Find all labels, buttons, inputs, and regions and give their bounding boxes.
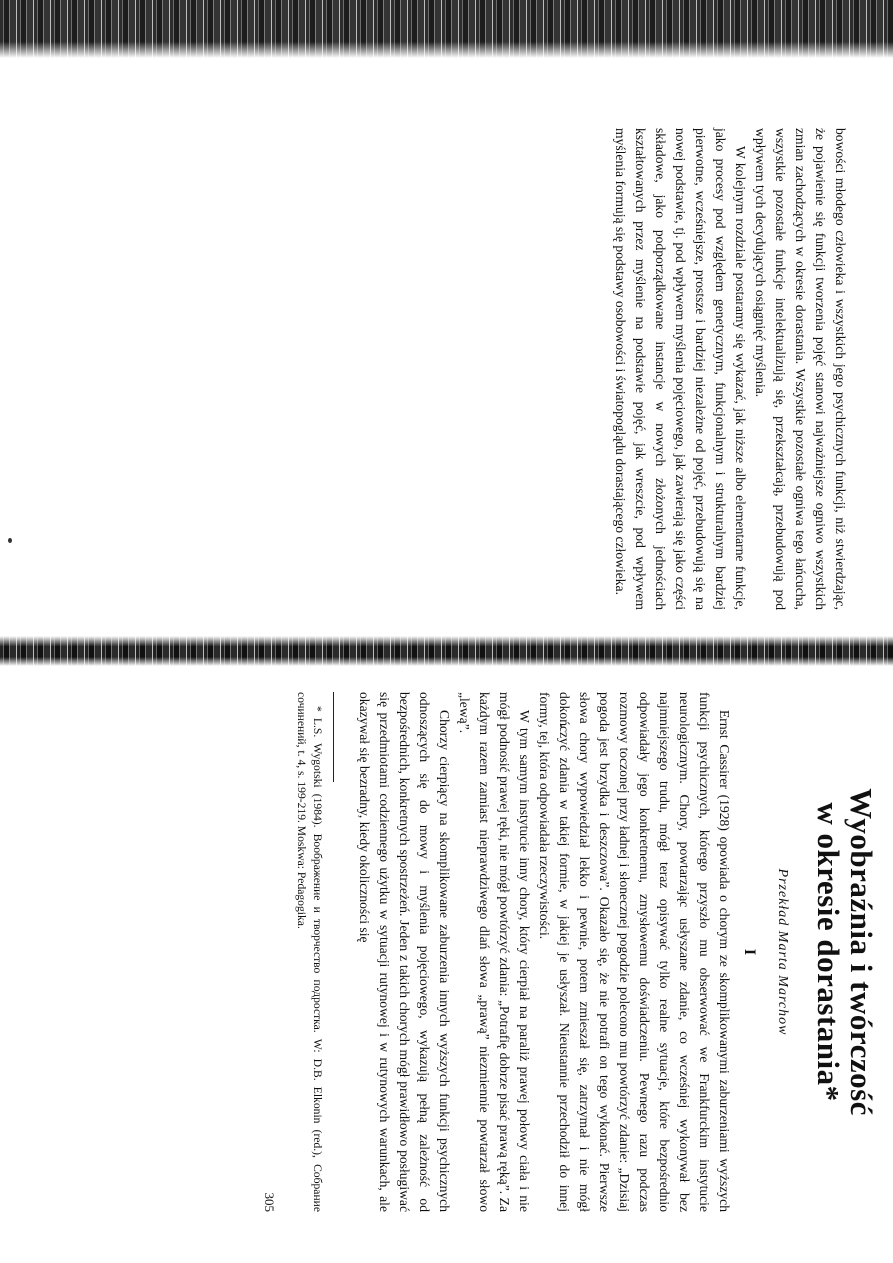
article-page — [261, 692, 878, 1212]
scan-speck — [8, 538, 12, 543]
footnote: * L.S. Wygotski (1984). Воображение и творчество подростка. W: D.B. Elkonin (red.), Собрание сочинений, t. 4, s. 199-219. Moskwa: Pedagogika. — [295, 692, 324, 1212]
section-number: I — [741, 948, 758, 956]
footnote-divider — [333, 692, 334, 782]
previous-paragraph: bowości młodego człowieka i wszystkich jego psychicznych funkcji, niż stwierdzając, że pojawienie się funkcji tworzenia pojęć stanowi najważniejsze ogniwo wszystkich zmian zachodzących w okresie dorastania. Wszystkie pozostałe ogniwa tego łańcucha, wszystkie pozostałe funkcje intelektualizują się, przekształcają, przebudowują pod wpływem tych decydujących osiągnięć myślenia. — [753, 128, 848, 610]
translator-credit: Przekład Marta Marchow — [775, 868, 790, 1036]
article-paragraph: W tym samym instytucie inny chory, który cierpiał na paraliż prawej połowy ciała i nie mógł podnosić prawej ręki, nie mógł powtórzyć zdania: „Potrafię dobrze pisać prawą ręką”. Za każdym razem zamiast nieprawdziwego dlań słowa „prawą” niezmiennie powtarzał słowo „lewą”. — [457, 692, 532, 1212]
article-title-line: Wyobraźnia i twórczość — [844, 788, 879, 1116]
scan-edge-top — [0, 0, 893, 58]
article-paragraph: Ernst Cassirer (1928) opowiada o chorym ze skomplikowanymi zaburzeniami wyższych funkcji psychicznych, którego przyszło mu obserwować we Frankfurckim instytucie neurologicznym. Chory, powtarzając usłyszane zdanie, co wcześniej wykonywał bez najmniejszego trudu, mógł teraz opisywać tylko realne sytuacje, które bezpośrednio odpowiadały jego konkretnemu, zmysłowemu doświadczeniu. Pewnego razu podczas rozmowy toczonej przy ładnej i słonecznej pogodzie polecono mu powtórzyć zdanie: „Dzisiaj pogoda jest brzydka i deszczowa”. Okazało się, że nie potrafi on tego wykonać. Pierwsze słowa chory wypowiedział lekko i pewnie, potem zmieszał się, zatrzymał i nie mógł dokończyć zdania w takiej formie, w jakiej je usłyszał. Nieustannie przechodził do innej formy, tej, która odpowiadała rzeczywistości. — [537, 692, 732, 1212]
previous-paragraph: W kolejnym rozdziale postaramy się wykazać, jak niższe albo elementarne funkcje, jako procesy pod względem genetycznym, funkcjonalnym i strukturalnym bardziej pierwotne, wcześniejsze, prostsze i bardziej niezależne od pojęć, przebudowują się na nowej podstawie, tj. pod wpływem myślenia pojęciowego, jak zawierają się jako części składowe, jako podporządkowane instancje w nowych złożonych jednościach kształtowanych przez myślenie na podstawie pojęć, jak wreszcie, pod wpływem myślenia formują się podstawy osobowości i światopoglądu dorastającego człowieka. — [613, 128, 748, 610]
article-title — [812, 692, 878, 1212]
article-paragraph: Chorzy cierpiący na skomplikowane zaburzenia innych wyższych funkcji psychicznych odnoszących się do mowy i myślenia pojęciowego, wykazują pełną zależność od bezpośrednich, konkretnych spostrzeżeń. Jeden z takich chorych mógł prawidłowo posługiwać się przedmiotami codziennego użytku w sytuacji rutynowej i w rutynowych warunkach, ale okazywał się bezradny, kiedy okoliczności się — [357, 692, 452, 1212]
previous-article-text — [610, 128, 850, 610]
article-title-line: w okresie dorastania* — [811, 802, 846, 1102]
scan-fold-shadow — [0, 636, 893, 666]
page-number: 305 — [262, 1192, 277, 1212]
